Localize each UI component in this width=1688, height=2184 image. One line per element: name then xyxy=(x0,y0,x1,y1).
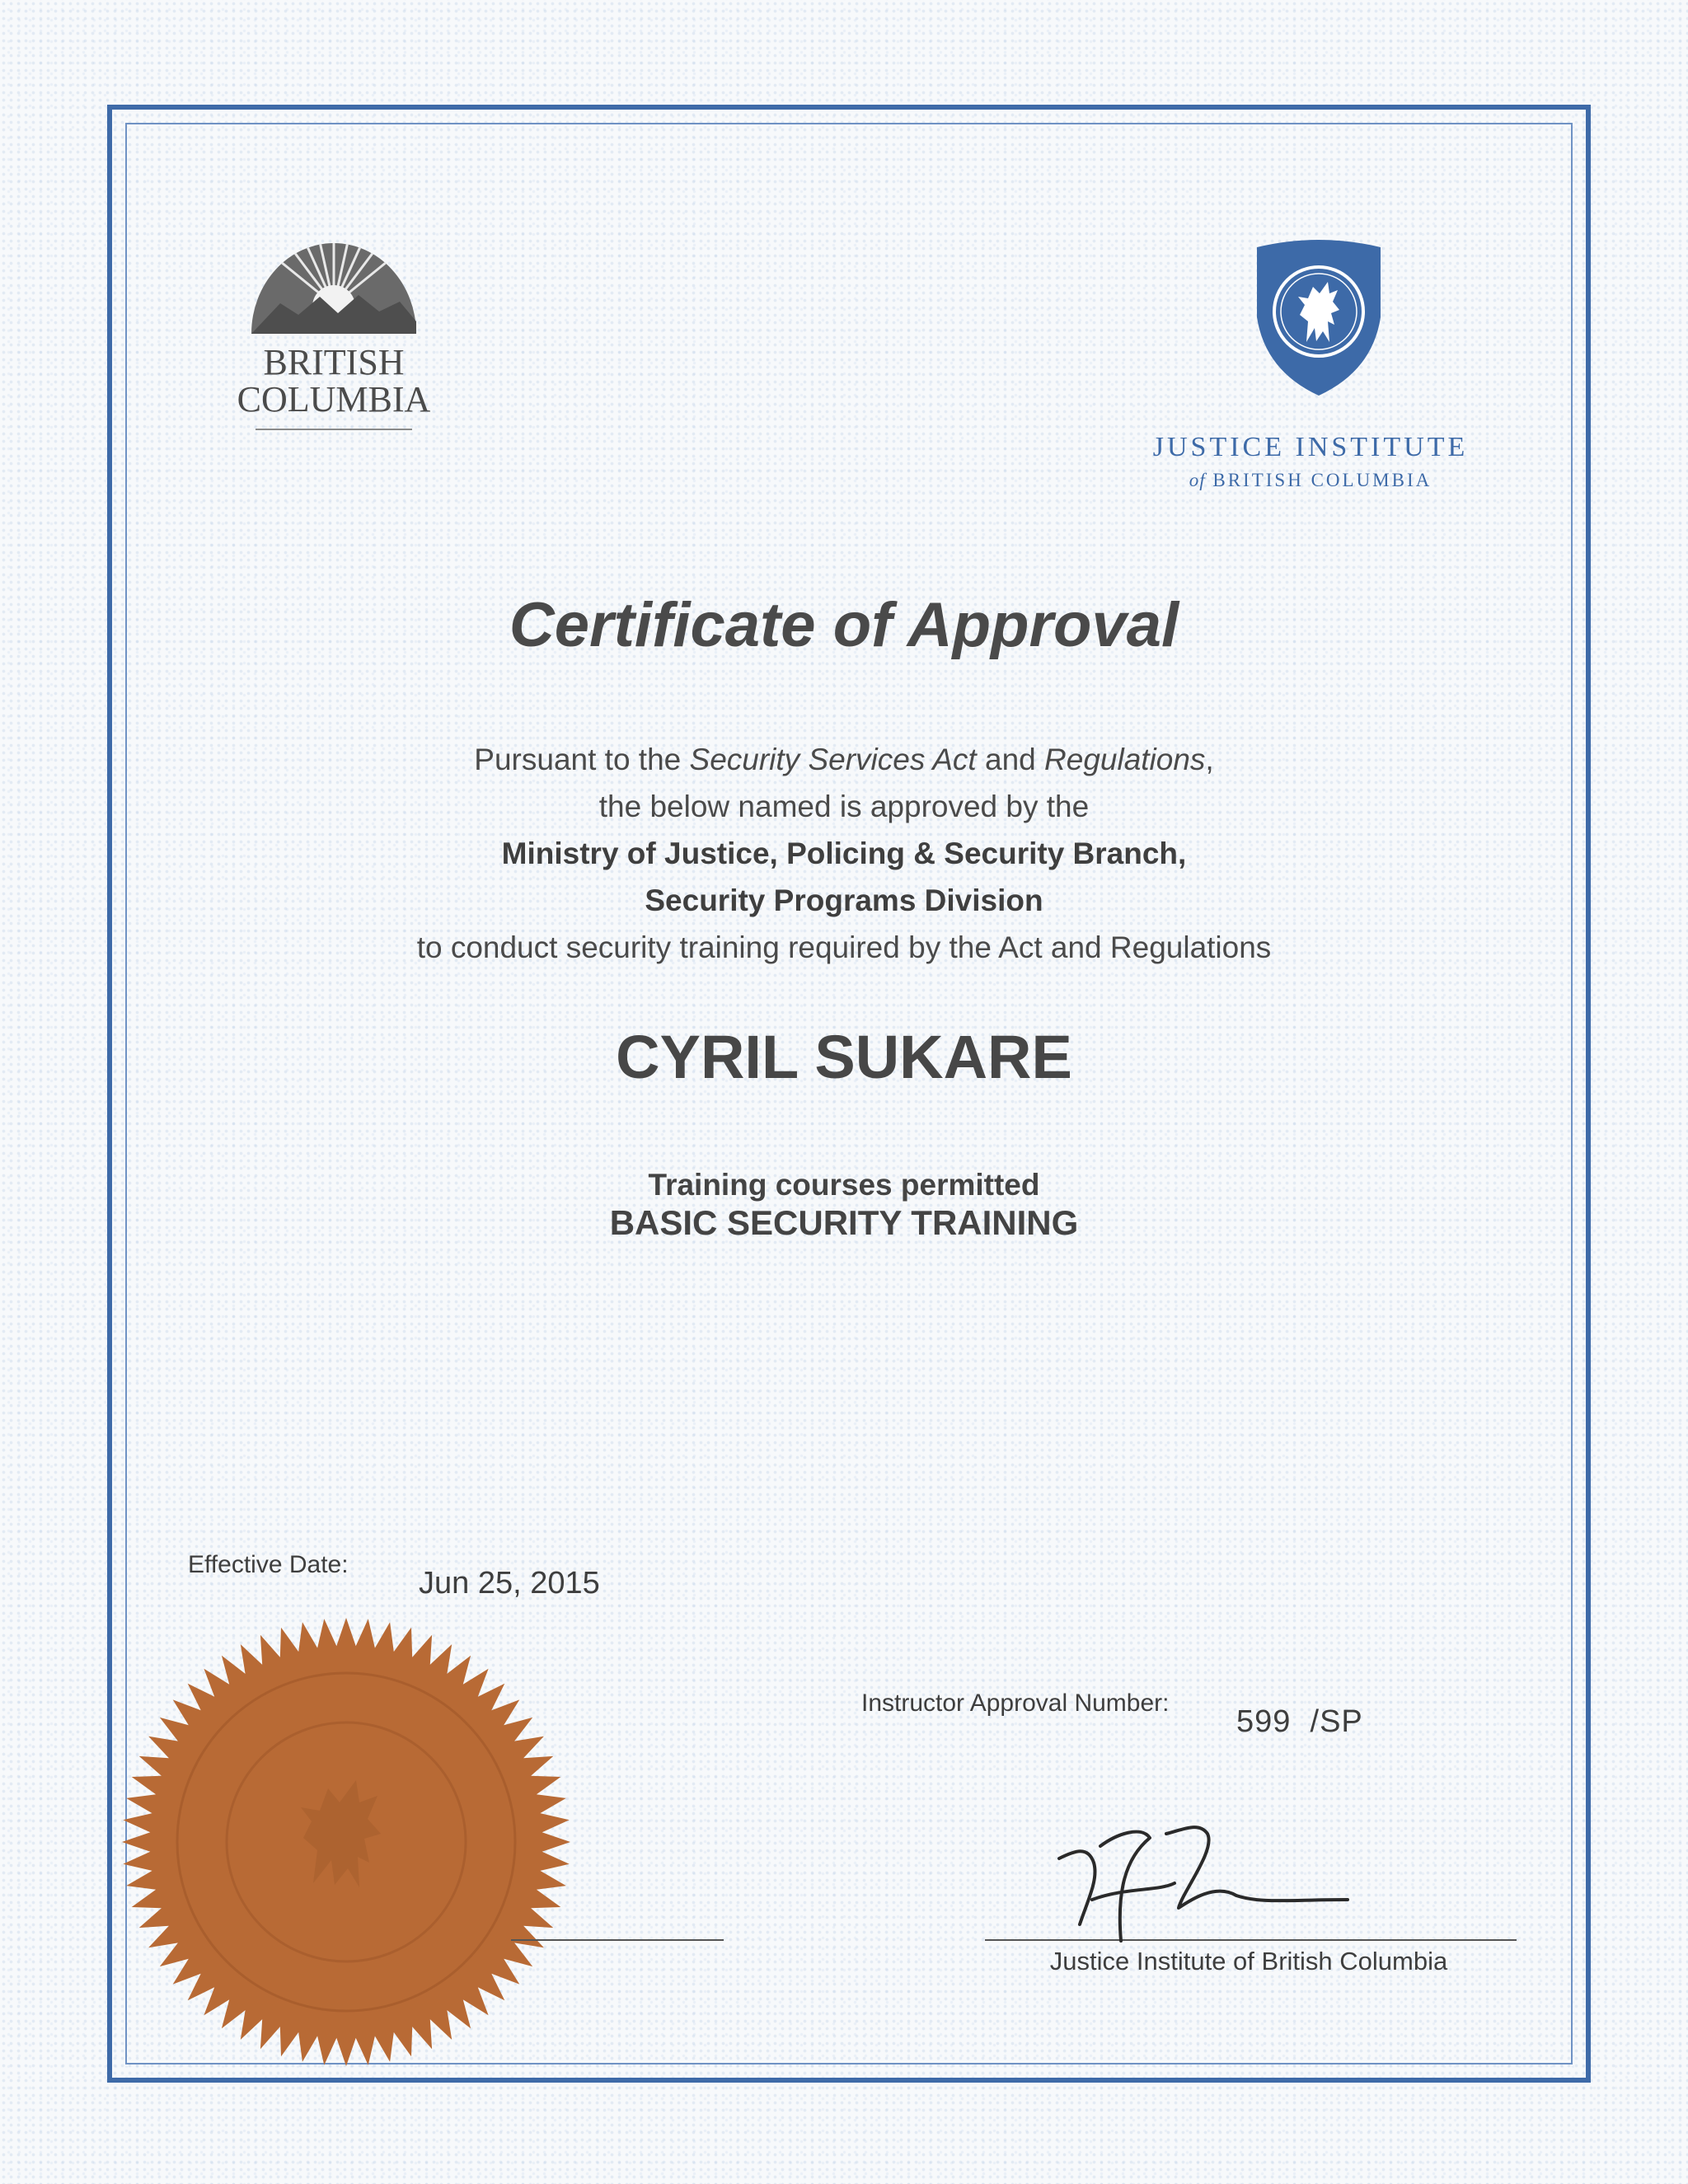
handwritten-signature-icon xyxy=(1043,1801,1364,1949)
body-line-5: to conduct security training required by the Act and Regulations xyxy=(416,930,1272,964)
body-line-1 xyxy=(0,736,1688,783)
british-columbia-logo xyxy=(223,231,445,437)
body-line-3: Ministry of Justice, Policing & Security Branch, xyxy=(501,837,1187,870)
signature xyxy=(1043,1801,1364,1953)
bc-logo-line1: BRITISH xyxy=(263,342,405,382)
line1-text-e: , xyxy=(1205,743,1214,776)
jibc-title: JUSTICE INSTITUTE xyxy=(1152,432,1469,462)
signature-line-left xyxy=(511,1939,724,1941)
approval-number-label: Instructor Approval Number: xyxy=(861,1690,1170,1717)
jibc-sub-rest: BRITISH COLUMBIA xyxy=(1212,470,1432,490)
courses-value: BASIC SECURITY TRAINING xyxy=(609,1203,1079,1242)
courses-heading: Training courses permitted xyxy=(648,1168,1040,1202)
line1-text-a: Pursuant to the xyxy=(474,743,690,776)
certificate-title: Certificate of Approval xyxy=(509,590,1179,660)
bc-logo-underline xyxy=(256,429,412,430)
certificate-body xyxy=(0,736,1688,971)
jibc-sub-of: of xyxy=(1189,470,1206,490)
recipient-name: CYRIL SUKARE xyxy=(616,1023,1072,1091)
act-name: Security Services Act xyxy=(689,743,977,776)
regulations-name: Regulations xyxy=(1044,743,1206,776)
bc-sun-mountain-icon xyxy=(247,231,420,338)
embossed-seal xyxy=(115,1611,577,2077)
bc-logo-line2: COLUMBIA xyxy=(237,379,431,419)
jibc-shield-logo xyxy=(1249,239,1389,404)
jibc-subtitle xyxy=(1104,470,1517,491)
body-line-2: the below named is approved by the xyxy=(598,790,1090,823)
effective-date-label: Effective Date: xyxy=(188,1551,349,1578)
effective-date-value: Jun 25, 2015 xyxy=(419,1566,600,1601)
approval-number-value: 599 /SP xyxy=(1236,1704,1363,1739)
griffin-shield-icon xyxy=(1249,239,1389,400)
body-line-4: Security Programs Division xyxy=(645,883,1043,917)
signature-caption: Justice Institute of British Columbia xyxy=(1049,1947,1448,1975)
seal-icon xyxy=(115,1611,577,2073)
line1-text-c: and xyxy=(976,743,1045,776)
